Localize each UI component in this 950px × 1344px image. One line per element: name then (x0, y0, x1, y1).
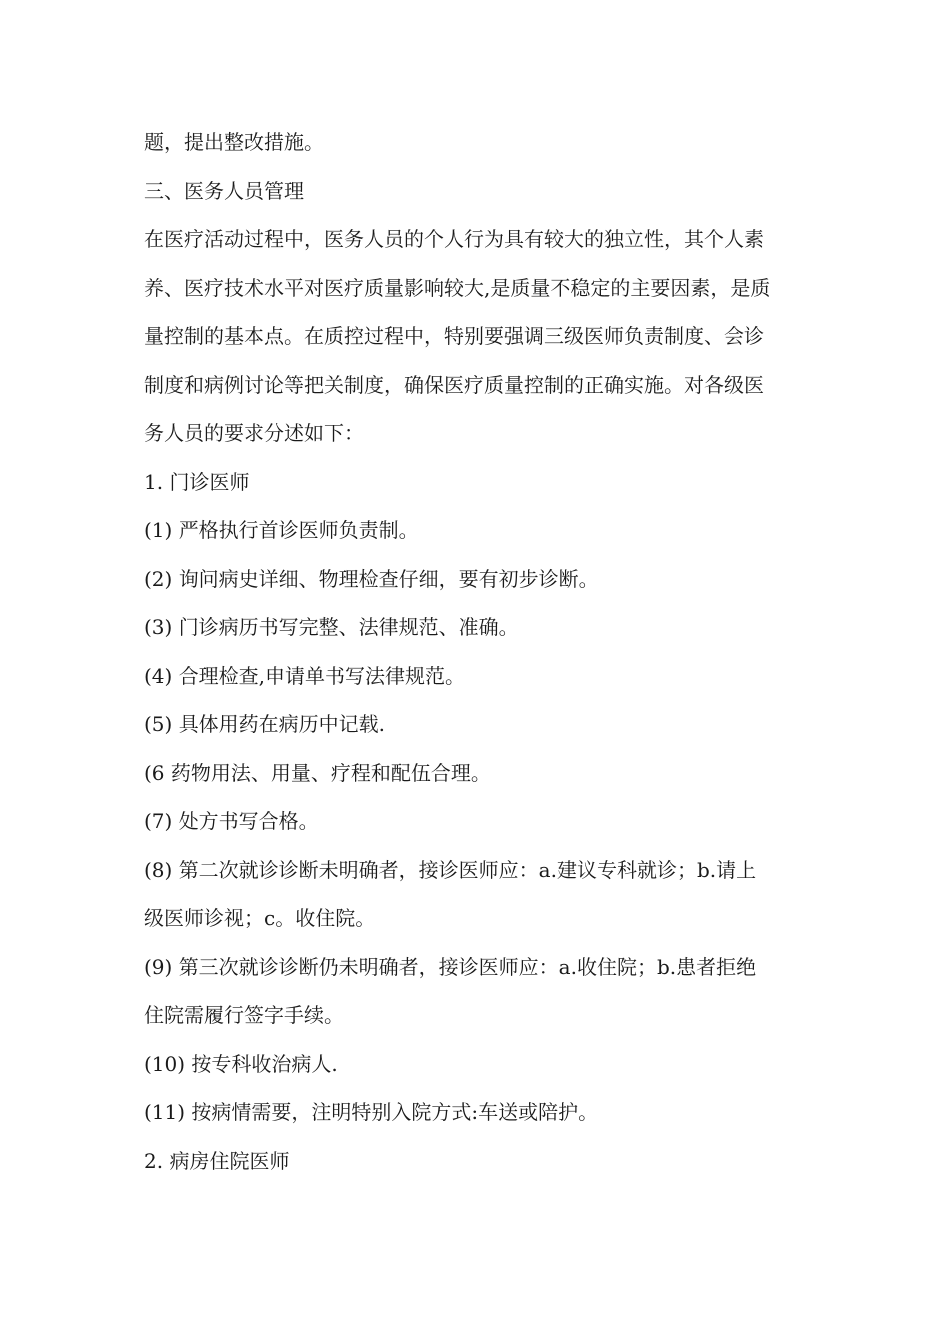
list-item: (4) 合理检查,申请单书写法律规范。 (144, 663, 466, 688)
text-line: 题，提出整改措施。 (144, 130, 324, 154)
list-item: (8) 第二次就诊诊断未明确者，接诊医师应：a.建议专科就诊；b.请上 (144, 857, 757, 882)
list-item: (1) 严格执行首诊医师负责制。 (144, 518, 419, 542)
list-item: (10) 按专科收治病人. (144, 1051, 338, 1076)
list-item: (9) 第三次就诊诊断仍未明确者，接诊医师应：a.收住院；b.患者拒绝 (144, 954, 757, 979)
list-item: (3) 门诊病历书写完整、法律规范、准确。 (144, 615, 519, 639)
text-line: 养、医疗技术水平对医疗质量影响较大,是质量不稳定的主要因素，是质 (144, 275, 771, 300)
list-item-continuation: 级医师诊视；c。收住院。 (144, 906, 376, 930)
list-item: (7) 处方书写合格。 (144, 809, 319, 833)
text-line: 在医疗活动过程中，医务人员的个人行为具有较大的独立性，其个人素 (144, 227, 764, 251)
text-line: 量控制的基本点。在质控过程中，特别要强调三级医师负责制度、会诊 (144, 324, 764, 348)
list-item: (2) 询问病史详细、物理检查仔细，要有初步诊断。 (144, 566, 599, 591)
list-item: (11) 按病情需要，注明特别入院方式:车送或陪护。 (144, 1100, 599, 1124)
text-line: 制度和病例讨论等把关制度，确保医疗质量控制的正确实施。对各级医 (144, 372, 764, 397)
subsection-heading: 1. 门诊医师 (144, 469, 250, 494)
text-line: 务人员的要求分述如下： (144, 421, 364, 445)
section-heading: 三、医务人员管理 (144, 178, 304, 203)
subsection-heading: 2. 病房住院医师 (144, 1148, 290, 1173)
list-item-continuation: 住院需履行签字手续。 (144, 1003, 344, 1027)
list-item: (5) 具体用药在病历中记载. (144, 712, 386, 736)
list-item: (6 药物用法、用量、疗程和配伍合理。 (144, 760, 491, 785)
document-body (144, 118, 824, 1185)
